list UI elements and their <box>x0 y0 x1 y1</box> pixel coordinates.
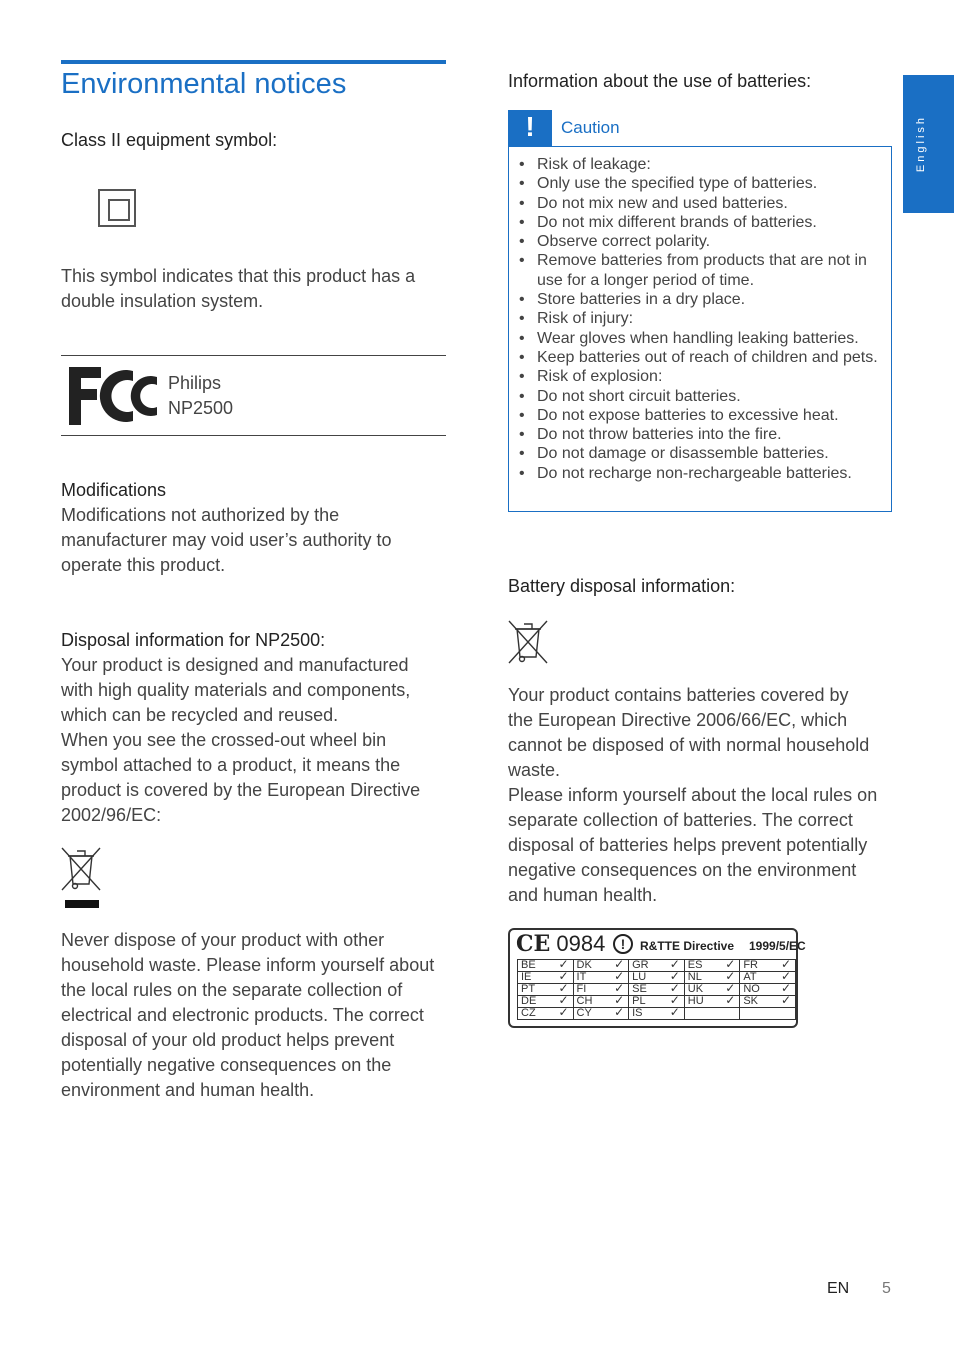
country-row <box>518 1008 796 1020</box>
fcc-logo-icon <box>67 365 161 427</box>
country-cell-empty <box>740 1008 796 1020</box>
caution-item: • Do not expose batteries to excessive heat. <box>517 406 891 425</box>
country-cell: IS ✓ <box>629 1008 685 1020</box>
class2-heading: Class II equipment symbol: <box>61 130 278 150</box>
country-cell: GR ✓ <box>629 960 685 972</box>
battery-disposal-heading: Battery disposal information: <box>508 576 736 596</box>
caution-item: • Observe correct polarity. <box>517 232 891 251</box>
caution-title: Caution <box>561 118 620 137</box>
caution-item: • Do not damage or disassemble batteries. <box>517 444 891 463</box>
country-cell: SE ✓ <box>629 984 685 996</box>
never-dispose-paragraph: Never dispose of your product with other household waste. Please inform yourself about the local rules on the separate collection of electrical and electronic products. The correct disposal of your old product helps prevent potentially negative consequences on the environment and human health. <box>61 930 435 1100</box>
directive-code: 1999/5/EC <box>749 939 806 953</box>
wheelie-bin-icon <box>60 846 102 910</box>
disposal-paragraph: Your product is designed and manufactured with high quality materials and components, which can be recycled and reused. When you see the crossed-out wheel bin symbol attached to a product, it means the product is covered by the European Directive 2002/96/EC: <box>61 655 421 825</box>
footer-language: EN <box>827 1280 850 1297</box>
exclamation-icon: ! <box>508 110 552 146</box>
country-cell: LU ✓ <box>629 972 685 984</box>
country-cell: IT ✓ <box>573 972 629 984</box>
caution-item: • Store batteries in a dry place. <box>517 290 891 309</box>
country-cell: PT ✓ <box>518 984 574 996</box>
country-cell: FR ✓ <box>740 960 796 972</box>
caution-item: • Remove batteries from products that are not in use for a longer period of time. <box>517 251 891 290</box>
country-table <box>517 959 796 1020</box>
caution-item: • Risk of injury: <box>517 309 891 328</box>
ce-mark: CE 0984 <box>516 931 606 957</box>
caution-item: • Do not short circuit batteries. <box>517 387 891 406</box>
fcc-text <box>168 371 233 421</box>
ce-marking-label <box>508 928 806 1028</box>
language-tab-label: English <box>915 115 927 173</box>
caution-item: • Wear gloves when handling leaking batteries. <box>517 329 891 348</box>
country-cell: SK ✓ <box>740 996 796 1008</box>
caution-item: • Only use the specified type of batteries. <box>517 174 891 193</box>
fcc-bottom-rule <box>61 435 446 436</box>
country-cell: ES ✓ <box>684 960 740 972</box>
country-cell: UK ✓ <box>684 984 740 996</box>
country-cell: CZ ✓ <box>518 1008 574 1020</box>
disposal-heading: Disposal information for NP2500: <box>61 630 326 650</box>
country-cell-empty <box>684 1008 740 1020</box>
caution-box <box>508 146 892 512</box>
battery-bin-icon <box>507 619 549 665</box>
country-cell: HU ✓ <box>684 996 740 1008</box>
caution-item: • Risk of explosion: <box>517 367 891 386</box>
country-cell: DE ✓ <box>518 996 574 1008</box>
country-cell: NO ✓ <box>740 984 796 996</box>
battery-disposal-paragraph: Your product contains batteries covered by the European Directive 2006/66/EC, which cannot be disposed of with normal household waste. Please inform yourself about the local rules on separate collection of batteries. The correct disposal of batteries helps prevent potentially negative consequences on the environment and human health. <box>508 685 878 905</box>
caution-item: • Do not throw batteries into the fire. <box>517 425 891 444</box>
modifications-paragraph: Modifications not authorized by the manufacturer may void user’s authority to operate this product. <box>61 505 392 575</box>
page-number: 5 <box>882 1280 891 1297</box>
country-cell: CH ✓ <box>573 996 629 1008</box>
caution-item: • Do not mix different brands of batteries. <box>517 213 891 232</box>
page-title: Environmental notices <box>61 68 347 100</box>
country-cell: PL ✓ <box>629 996 685 1008</box>
language-tab[interactable] <box>903 75 954 213</box>
caution-item: • Risk of leakage: <box>517 155 891 174</box>
country-cell: AT ✓ <box>740 972 796 984</box>
country-cell: CY ✓ <box>573 1008 629 1020</box>
fcc-top-rule <box>61 355 446 356</box>
country-cell: NL ✓ <box>684 972 740 984</box>
batteries-heading: Information about the use of batteries: <box>508 71 812 91</box>
class2-paragraph: This symbol indicates that this product has a double insulation system. <box>61 266 416 311</box>
class2-symbol-icon <box>98 189 136 227</box>
ce-number: 0984 <box>556 931 606 956</box>
modifications-heading: Modifications <box>61 480 167 500</box>
country-cell: DK ✓ <box>573 960 629 972</box>
country-cell: IE ✓ <box>518 972 574 984</box>
caution-item: • Do not recharge non-rechargeable batteries. <box>517 464 891 483</box>
caution-item: • Do not mix new and used batteries. <box>517 194 891 213</box>
alert-circle-icon: ! <box>613 934 633 954</box>
rtte-directive-label: R&TTE Directive <box>640 939 735 953</box>
title-rule <box>61 60 446 64</box>
fcc-model: NP2500 <box>168 398 234 418</box>
country-cell: BE ✓ <box>518 960 574 972</box>
country-cell: FI ✓ <box>573 984 629 996</box>
caution-header <box>508 110 894 146</box>
caution-list <box>509 147 891 483</box>
fcc-brand: Philips <box>168 373 222 393</box>
caution-item: • Keep batteries out of reach of children and pets. <box>517 348 891 367</box>
